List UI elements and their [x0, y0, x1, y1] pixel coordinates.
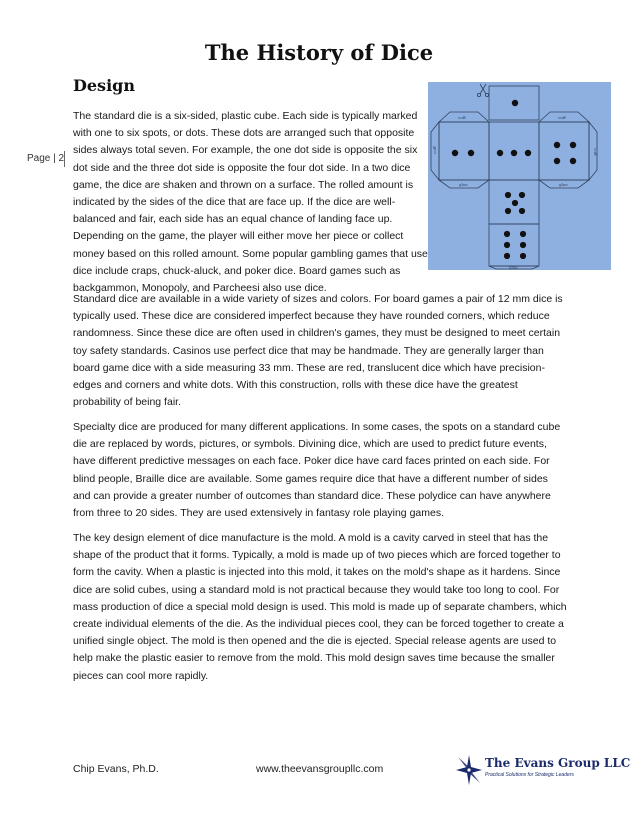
pip-left-1 [452, 150, 458, 156]
logo-star-icon [455, 753, 483, 787]
tab-label-right: cuff [593, 148, 598, 156]
pip-lower-5 [519, 208, 525, 214]
section-heading: Design [73, 76, 135, 95]
pip-center-1 [497, 150, 503, 156]
logo-name: The Evans Group LLC [485, 756, 631, 770]
paragraph-standard-die: The standard die is a six-sided, plastic cube. Each side is typically marked with one to six spots, or dots. These dots are arranged such that opposite sides always total seven. For example, the one dot side is opposite the six dot side and the three dot side is opposite the four dot side. In a two dice game, the dice are shaken and thrown on a surface. The rolled amount is indicated by the sides of the dice that are face up. If the dice are well-balanced and fair, each side has an equal chance of landing face up. Depending on the game, the player will either move her piece or collect money based on this rolled amount. Some popular gambling games that use dice include craps, chuck-aluck, and poker dice. Board games such as backgammon, Monopoly, and Parcheesi also use dice. [73, 110, 428, 295]
pip-lower-3 [512, 200, 518, 206]
tab-label-left: cuff [432, 146, 437, 154]
page-number-label: Page | 2 [27, 151, 65, 167]
paragraph-mold-design: The key design element of dice manufacture is the mold. A mold is a cavity carved in steel that has the shape of the product that it forms. Typically, a mold is made up of two pieces which are forced together to form the cavity. When a plastic is injected into this mold, it takes on the mold's shape as it hardens. Since dice are solid cubes, using a standard mold is not practical because they would take too long to cool. For mass production of dice a special mold design is used. This mold is made up of separate chambers, which create individual elements of the die. As the individual pieces cool, they can be forced together to create a unified single object. The mold is then opened and the die is ejected. Special release agents are used to help make the plastic easier to remove from the mold. This mold design saves time because the smaller pieces can cool more rapidly. [73, 532, 567, 682]
tab-label-bottom: glue [509, 264, 518, 270]
tab-label-top-left: cuff [458, 115, 466, 120]
paragraph-specialty-dice: Specialty dice are produced for many different applications. In some cases, the spots on a standard cube die are replaced by words, pictures, or symbols. Divining dice, which are used to predict future events, have different predictive messages on each face. Poker dice have card faces printed on each side. For blind people, Braille dice are available. Some games require dice that have a different number of sides and can provide a greater number of outcomes than standard dice. These polydice can have anywhere from three to 20 sides. They are used extensively in fantasy role playing games. [73, 421, 561, 520]
logo-tagline: Practical Solutions for Strategic Leaders [485, 772, 574, 778]
pip-center-2 [511, 150, 517, 156]
pip-lower-4 [505, 208, 511, 214]
pip-bottom-2 [520, 231, 526, 237]
footer-author: Chip Evans, Ph.D. [73, 763, 159, 775]
tab-label-bottom-right: glue [559, 182, 568, 187]
pip-bottom-3 [504, 242, 510, 248]
paragraph-standard-dice: Standard dice are available in a wide variety of sizes and colors. For board games a pair of 12 mm dice is typically used. These dice are considered imperfect because they have rounded corners, which reduce randomness. Since these dice are often used in children's games, they must be designed to meet certain toy safety standards. Casinos use perfect dice that may be handmade. They are generally larger than board game dice with a side measuring 33 mm. These are red, translucent dice which have precision-edges and corners and white dots. With this construction, rolls with these dice have the greatest probability of being fair. [73, 293, 563, 409]
pip-right-2 [570, 142, 576, 148]
pip-right-1 [554, 142, 560, 148]
evans-group-logo [455, 752, 631, 788]
tab-label-bottom-left: glue [459, 182, 468, 187]
pip-lower-1 [505, 192, 511, 198]
pip-top-1 [512, 100, 518, 106]
pip-bottom-6 [520, 253, 526, 259]
pip-right-3 [554, 158, 560, 164]
document-title: The History of Dice [204, 40, 434, 65]
tab-label-top-right: cuff [558, 115, 566, 120]
pip-lower-2 [519, 192, 525, 198]
pip-bottom-5 [504, 253, 510, 259]
dice-net-drawing [428, 82, 611, 270]
dice-net-figure [428, 82, 611, 270]
pip-center-3 [525, 150, 531, 156]
footer-url[interactable]: www.theevansgroupllc.com [256, 763, 384, 775]
pip-bottom-4 [520, 242, 526, 248]
pip-right-4 [570, 158, 576, 164]
scissors-icon [477, 84, 488, 97]
pip-bottom-1 [504, 231, 510, 237]
pip-left-2 [468, 150, 474, 156]
